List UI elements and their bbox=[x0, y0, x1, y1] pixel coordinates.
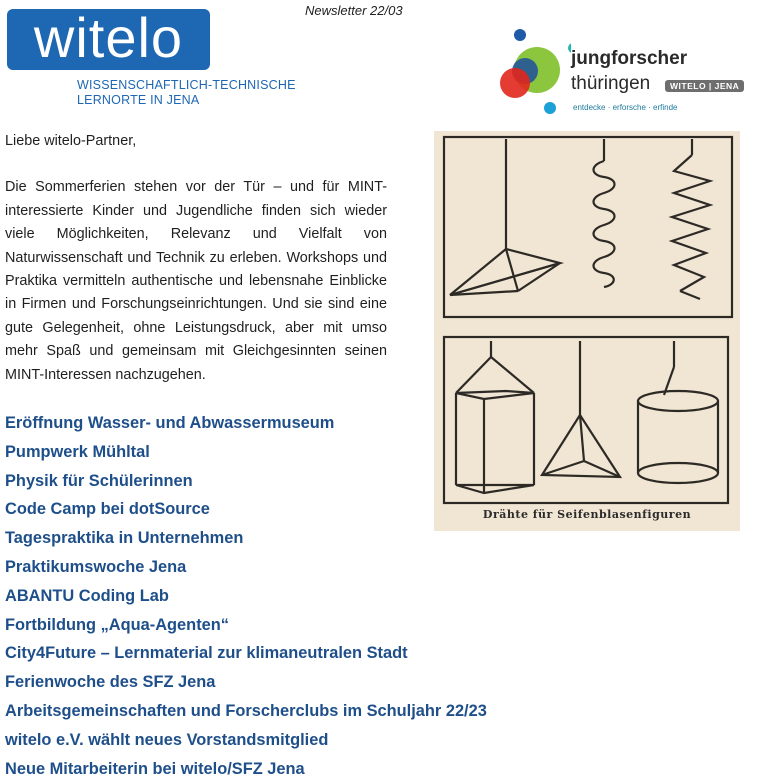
topic-link[interactable]: ABANTU Coding Lab bbox=[5, 586, 169, 605]
tagline-line-1: WISSENSCHAFTLICH-TECHNISCHE bbox=[77, 78, 296, 92]
jungforscher-badge: WITELO | JENA bbox=[665, 80, 744, 92]
greeting: Liebe witelo-Partner, bbox=[5, 133, 137, 149]
witelo-logo-text: witelo bbox=[33, 6, 184, 69]
topic-link[interactable]: witelo e.V. wählt neues Vorstandsmitglied bbox=[5, 730, 329, 749]
topic-link[interactable]: Fortbildung „Aqua-Agenten“ bbox=[5, 615, 229, 634]
topic-list bbox=[5, 409, 487, 783]
jungforscher-dots-icon bbox=[497, 26, 571, 118]
intro-section bbox=[5, 130, 387, 387]
jungforscher-logo bbox=[497, 26, 759, 118]
topic-link[interactable]: Arbeitsgemeinschaften und Forscherclubs im Schuljahr 22/23 bbox=[5, 701, 487, 720]
witelo-logo bbox=[7, 6, 210, 70]
topic-link[interactable]: Physik für Schülerinnen bbox=[5, 471, 193, 490]
tagline-line-2: LERNORTE IN JENA bbox=[77, 93, 200, 107]
topic-link[interactable]: Code Camp bei dotSource bbox=[5, 500, 210, 519]
topic-link[interactable]: Pumpwerk Mühltal bbox=[5, 442, 150, 461]
topic-link[interactable]: Praktikumswoche Jena bbox=[5, 557, 187, 576]
topic-link[interactable]: Ferienwoche des SFZ Jena bbox=[5, 673, 216, 692]
topic-link[interactable]: Tagespraktika in Unternehmen bbox=[5, 529, 244, 548]
jungforscher-subtitle: thüringen bbox=[571, 73, 651, 94]
witelo-tagline bbox=[77, 78, 296, 108]
topic-link[interactable]: Neue Mitarbeiterin bei witelo/SFZ Jena bbox=[5, 759, 305, 778]
topic-link[interactable]: City4Future – Lernmaterial zur klimaneutralen Stadt bbox=[5, 644, 408, 663]
jungforscher-motto: entdecke · erforsche · erfinde bbox=[573, 103, 678, 112]
jungforscher-title: jungforscher bbox=[571, 48, 688, 69]
topic-link[interactable]: Eröffnung Wasser- und Abwassermuseum bbox=[5, 414, 335, 432]
newsletter-label: Newsletter 22/03 bbox=[305, 3, 403, 18]
intro-paragraph: Die Sommerferien stehen vor der Tür – und für MINT-interessierte Kinder und Jugendliche finden sich wieder viele Möglichkeiten, Relevanz und Vielfalt von Naturwissenschaft und Technik zu erleben. Workshops und Praktika vermitteln authentische und lebensnahe Einblicke in Firmen und Forschungseinrichtungen. Und sie sind eine gute Gelegenheit, ohne Leistungsdruck, aber mit umso mehr Spaß und gemeinsam mit Gleichgesinnten seinen MINT-Interessen nachzugehen. bbox=[5, 179, 387, 383]
illustration-caption: Drähte für Seifenblasenfiguren bbox=[482, 508, 692, 521]
